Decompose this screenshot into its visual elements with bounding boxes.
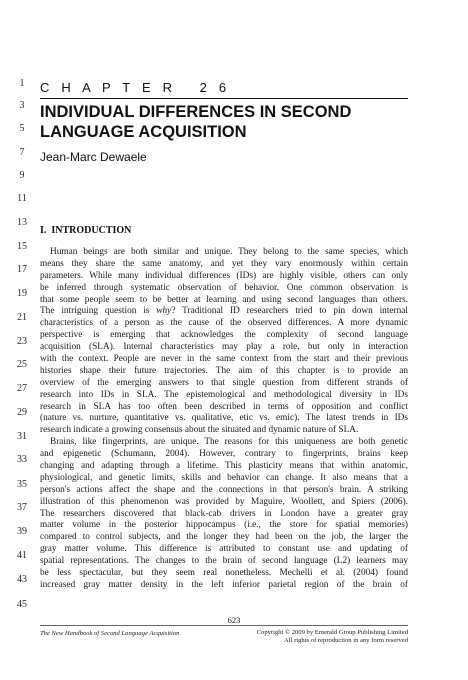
line-number: 33 — [17, 454, 27, 465]
body-line: and epigenetic (Schumann, 2004). However, contrary to fingerprints, brains keep — [40, 449, 408, 460]
line-number: 37 — [17, 502, 27, 513]
line-number: 21 — [17, 312, 27, 323]
footer-book-title: The New Handbook of Second Language Acquisition — [40, 630, 180, 637]
body-line: parameters. While many individual differences (IDs) are highly visible, others can only — [40, 270, 408, 281]
page-number: 623 — [227, 615, 241, 625]
body-line: characteristics of a person as the cause of the observed differences. A more dynamic — [40, 318, 408, 329]
line-number: 15 — [17, 241, 27, 252]
line-number: 39 — [17, 526, 27, 537]
line-number: 1 — [19, 78, 25, 89]
body-line: changing and adapting through a lifetime. This plasticity means that within anatomic, — [40, 461, 408, 472]
footer-copyright — [257, 629, 408, 645]
body-line: Brains, like fingerprints, are unique. The reasons for this uniqueness are both genetic — [50, 437, 408, 448]
footer-rule — [40, 625, 408, 626]
body-line: (nature vs. nurture, quantitative vs. qualitative, etic vs. emic). The latest trends in IDs — [40, 413, 408, 424]
line-number: 9 — [19, 170, 25, 181]
line-number: 41 — [17, 550, 27, 561]
chapter-label: C H A P T E R 2 6 — [40, 80, 231, 95]
body-line: with the context. People are never in the same context from the start and their previous — [40, 354, 408, 365]
body-line: research in SLA has too often been described in terms of opposition and conflict — [40, 401, 408, 412]
line-number: 17 — [17, 264, 27, 275]
line-number: 13 — [17, 217, 27, 228]
body-line: illustration of this phenomenon was provided by Maguire, Woollett, and Spiers (2006). — [40, 496, 408, 507]
body-line: person's actions affect the shape and the connections in that person's brain. A striking — [40, 484, 408, 495]
body-line: be less spectacular, but they seem real nonetheless. Mechelli et al. (2004) found — [40, 568, 408, 579]
line-number: 27 — [17, 383, 27, 394]
body-line: increased gray matter density in the left inferior parietal region of the brain of — [40, 579, 408, 590]
line-number: 43 — [17, 574, 27, 585]
body-line: The researchers discovered that black-cab drivers in London have a greater gray — [40, 508, 408, 519]
section-heading: I. INTRODUCTION — [40, 225, 132, 236]
body-line: acquisition (SLA). Internal characteristics may play a role, but only in interaction — [40, 342, 408, 353]
body-line: physiological, and genetic limits, skills and behavior can change. It also means that a — [40, 472, 408, 483]
body-line: overview of the emerging answers to that single question from different strands of — [40, 377, 408, 388]
body-line: that some people seem to be better at learning and using second languages than others. — [40, 294, 408, 305]
line-number: 35 — [17, 479, 27, 490]
line-number: 19 — [17, 288, 27, 299]
line-number: 7 — [19, 147, 25, 158]
emphasis: why — [156, 306, 172, 317]
body-text — [40, 247, 408, 592]
body-line: The intriguing question is why? Traditional ID researchers tried to pin down internal — [40, 306, 408, 317]
chapter-author: Jean-Marc Dewaele — [40, 150, 147, 164]
line-number: 45 — [17, 599, 27, 610]
chapter-title: INDIVIDUAL DIFFERENCES IN SECOND LANGUAGE ACQUISITION — [40, 103, 352, 141]
line-number: 25 — [17, 359, 27, 370]
body-line: means they share the same anatomy, and yet they vary enormously within certain — [40, 258, 408, 269]
body-line: Human beings are both similar and unique. They belong to the same species, which — [50, 247, 408, 257]
body-line: research into IDs in SLA. The epistemological and methodological diversity in IDs — [40, 389, 408, 400]
body-line: matter volume in the posterior hippocampus (i.e., the store for spatial memories) — [40, 520, 408, 531]
footer-copyright-line2: All rights of reproduction in any form reserved — [284, 637, 408, 644]
line-number: 5 — [19, 123, 25, 134]
line-number: 3 — [19, 100, 25, 111]
footer-copyright-line1: Copyright © 2009 by Emerald Group Publishing Limited — [256, 629, 408, 636]
line-number: 11 — [17, 193, 27, 204]
line-number: 29 — [17, 407, 27, 418]
line-number: 23 — [17, 336, 27, 347]
chapter-rule — [40, 98, 408, 99]
body-line: histories shape their future trajectories. The aim of this chapter is to provide an — [40, 365, 408, 376]
body-line: research indicate a growing consensus about the situated and dynamic nature of SLA. — [40, 425, 359, 436]
line-number: 31 — [17, 431, 27, 442]
body-line: spatial representations. The changes to the brain of second language (L2) learners may — [40, 556, 408, 567]
body-line: be inferred through systematic observation of behavior. One common observation is — [40, 282, 408, 293]
body-line: compared to control subjects, and the longer they had been on the job, the larger the — [40, 532, 408, 543]
body-line: perspective is emerging that acknowledges the complexity of second language — [40, 330, 408, 341]
body-line: gray matter volume. This difference is attributed to constant use and updating of — [40, 544, 408, 555]
